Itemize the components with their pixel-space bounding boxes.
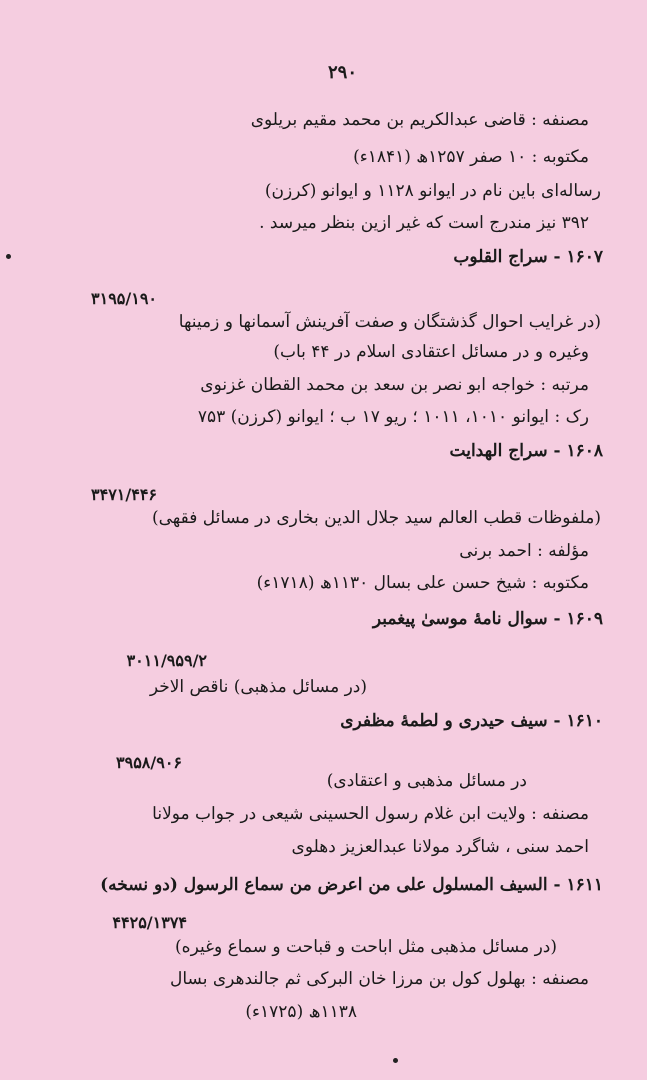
catalog-number: ۳۹۵۸/۹۰۶ — [116, 753, 182, 772]
catalog-number: ۴۴۲۵/۱۳۷۴ — [112, 913, 187, 932]
text-line: مصنفه : قاضی عبدالکریم بن محمد مقیم بریلوی — [250, 110, 589, 130]
text-line: مکتوبه : شیخ حسن علی بسال ۱۱۳۰ھ (۱۷۱۸ء) — [256, 573, 589, 593]
entry-heading: ۱۶۰۹ - سوال نامهٔ موسیٰ پیغمبر — [372, 609, 603, 629]
margin-dot — [6, 254, 11, 259]
text-line: رک : ایوانو ۱۰۱۰، ۱۰۱۱ ؛ ریو ۱۷ ب ؛ ایوانو (کرزن) ۷۵۳ — [197, 407, 589, 427]
text-line: مؤلفه : احمد برنی — [459, 541, 589, 561]
text-line: (در غرایب احوال گذشتگان و صفت آفرینش آسمانها و زمینها — [178, 312, 601, 332]
text-line: وغیره و در مسائل اعتقادی اسلام در ۴۴ باب) — [273, 342, 589, 362]
entry-heading: ۱۶۱۰ - سیف حیدری و لطمهٔ مظفری — [340, 711, 603, 731]
entry-heading: ۱۶۰۷ - سراج القلوب — [453, 247, 603, 267]
page-number: ۲۹۰ — [327, 62, 357, 83]
text-line: (در مسائل مذهبی) ناقص الاخر — [149, 677, 367, 697]
entry-heading: ۱۶۰۸ - سراج الهدایت — [449, 441, 603, 461]
text-line: ۱۱۳۸ھ (۱۷۲۵ء) — [245, 1002, 357, 1022]
bottom-dot — [393, 1058, 398, 1063]
text-line: (ملفوظات قطب العالم سید جلال الدین بخاری در مسائل فقهی) — [151, 508, 601, 528]
text-line: مصنفه : ولایت ابن غلام رسول الحسینی شیعی در جواب مولانا — [152, 804, 589, 824]
catalog-number: ۳۴۷۱/۴۴۶ — [91, 485, 157, 504]
text-line: مصنفه : بهلول کول بن مرزا خان البرکی ثم جالندهری بسال — [170, 969, 589, 989]
entry-heading: ۱۶۱۱ - السیف المسلول علی من اعرض من سماع الرسول (دو نسخه) — [100, 875, 603, 895]
text-line: رساله‌ای باین نام در ایوانو ۱۱۲۸ و ایوانو (کرزن) — [264, 181, 601, 201]
text-line: مرتبه : خواجه ابو نصر بن سعد بن محمد القطان غزنوی — [200, 375, 589, 395]
text-line: ۳۹۲ نیز مندرج است که غیر ازین بنظر میرسد . — [259, 213, 589, 233]
catalog-number: ۳۰۱۱/۹۵۹/۲ — [126, 651, 207, 670]
text-line: مکتوبه : ۱۰ صفر ۱۲۵۷ھ (۱۸۴۱ء) — [353, 147, 589, 167]
text-line: احمد سنی ، شاگرد مولانا عبدالعزیز دهلوی — [291, 837, 589, 857]
text-line: در مسائل مذهبی و اعتقادی) — [326, 771, 527, 791]
text-line: (در مسائل مذهبی مثل اباحت و قباحت و سماع وغیره) — [175, 937, 557, 957]
catalog-number: ۳۱۹۵/۱۹۰ — [91, 289, 157, 308]
